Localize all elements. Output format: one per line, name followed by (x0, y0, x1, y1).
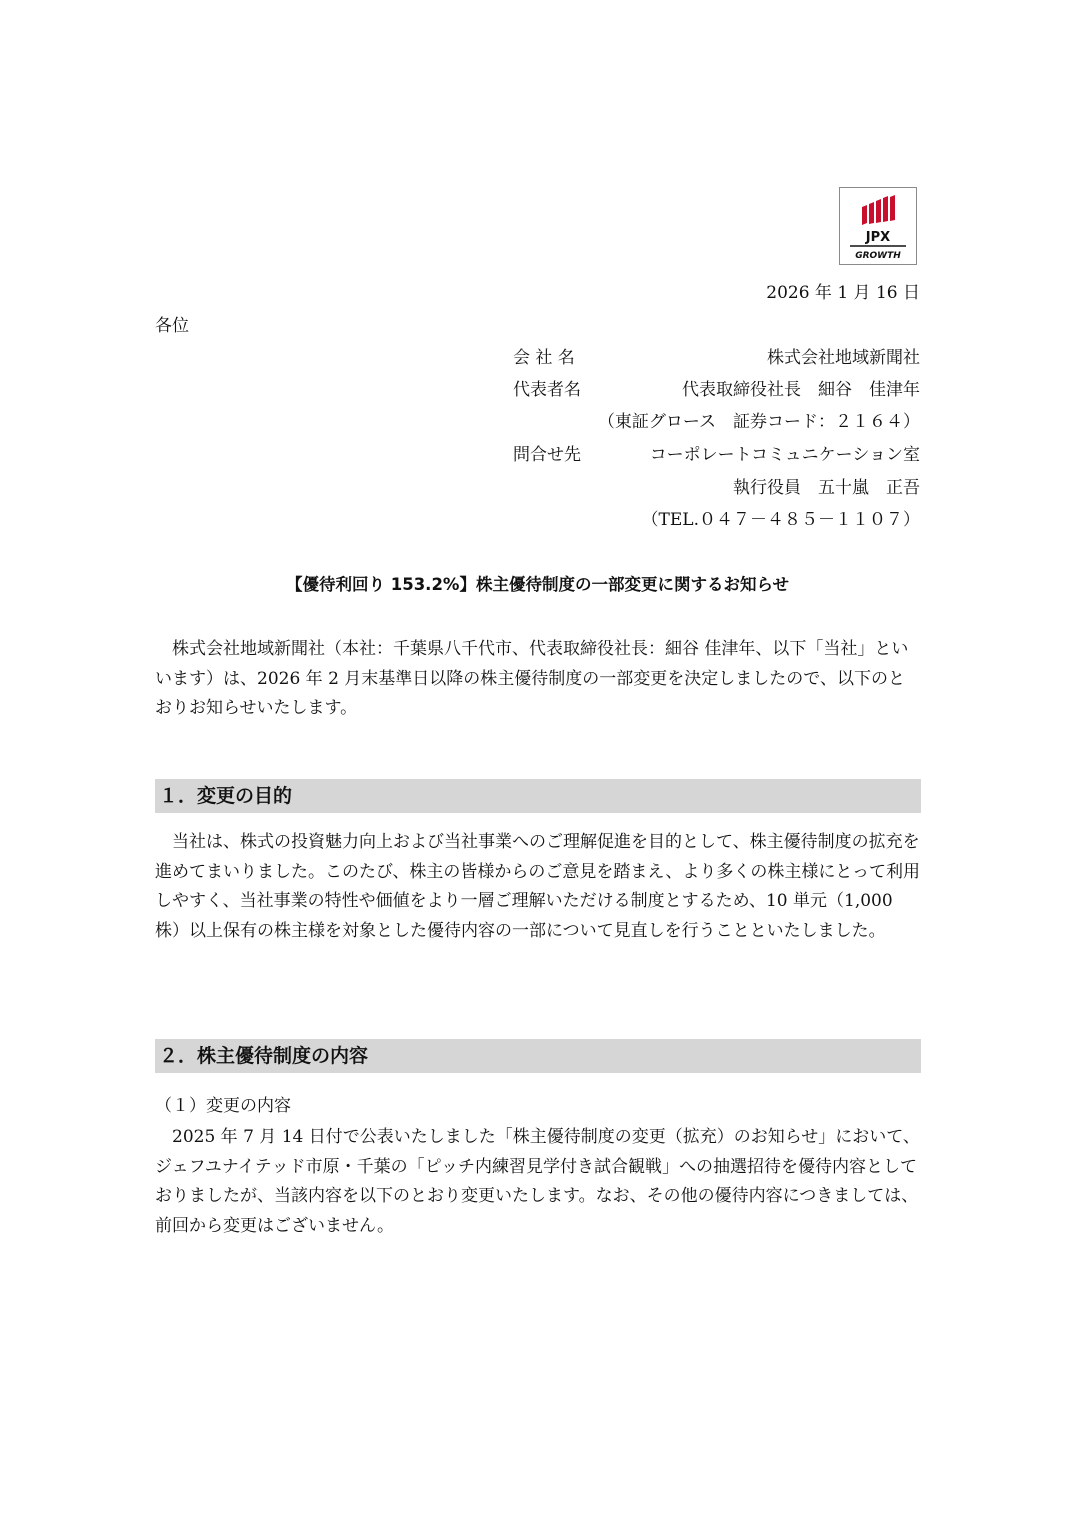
representative-value: 代表取締役社長 細谷 佳津年 (682, 380, 920, 400)
section2-paragraph (155, 1123, 921, 1241)
section1-heading: １．変更の目的 (155, 779, 921, 813)
contact-label: 問合せ先 (513, 445, 581, 465)
intro-paragraph (155, 635, 921, 724)
addressee: 各位 (155, 316, 189, 336)
company-name-value: 株式会社地域新聞社 (767, 348, 920, 368)
section2-heading: ２．株主優待制度の内容 (155, 1039, 921, 1073)
document-title: 【優待利回り 153.2%】株主優待制度の一部変更に関するお知らせ (286, 575, 789, 594)
jpx-growth-logo (839, 187, 917, 265)
logo-text: JPX (865, 230, 891, 245)
contact-person: 執行役員 五十嵐 正吾 (733, 478, 920, 498)
representative-label: 代表者名 (513, 380, 581, 400)
contact-department: コーポレートコミュニケーション室 (649, 445, 920, 465)
section2-subheading: （１）変更の内容 (155, 1096, 291, 1116)
section1-paragraph (155, 828, 921, 946)
document-date: 2026 年 1 月 16 日 (766, 283, 920, 303)
jpx-logo-mark (840, 188, 916, 264)
intro-text: 株式会社地域新聞社（本社：千葉県八千代市、代表取締役社長：細谷 佳津年、以下「当社」といいます）は、2026 年 2 月末基準日以降の株主優待制度の一部変更を決定しましたので、以下のとおりお知らせいたします。 (155, 639, 909, 718)
contact-tel: （TEL.０４７－４８５－１１０７） (641, 510, 920, 530)
section1-text: 当社は、株式の投資魅力向上および当社事業へのご理解促進を目的として、株主優待制度の拡充を進めてまいりました。このたび、株主の皆様からのご意見を踏まえ、より多くの株主様にとって利用しやすく、当社事業の特性や価値をより一層ご理解いただける制度とするため、10 単元（1,000 株）以上保有の株主様を対象とした優待内容の一部について見直しを行うことといたしました。 (155, 832, 920, 941)
listing-code: （東証グロース 証券コード：２１６４） (597, 412, 920, 432)
logo-subtext: GROWTH (855, 251, 901, 261)
company-name-label: 会 社 名 (513, 348, 575, 368)
section2-text: 2025 年 7 月 14 日付で公表いたしました「株主優待制度の変更（拡充）のお知らせ」において、ジェフユナイテッド市原・千葉の「ピッチ内練習見学付き試合観戦」への抽選招待を優待内容としておりましたが、当該内容を以下のとおり変更いたします。なお、その他の優待内容につきましては、前回から変更はございません。 (155, 1127, 920, 1236)
